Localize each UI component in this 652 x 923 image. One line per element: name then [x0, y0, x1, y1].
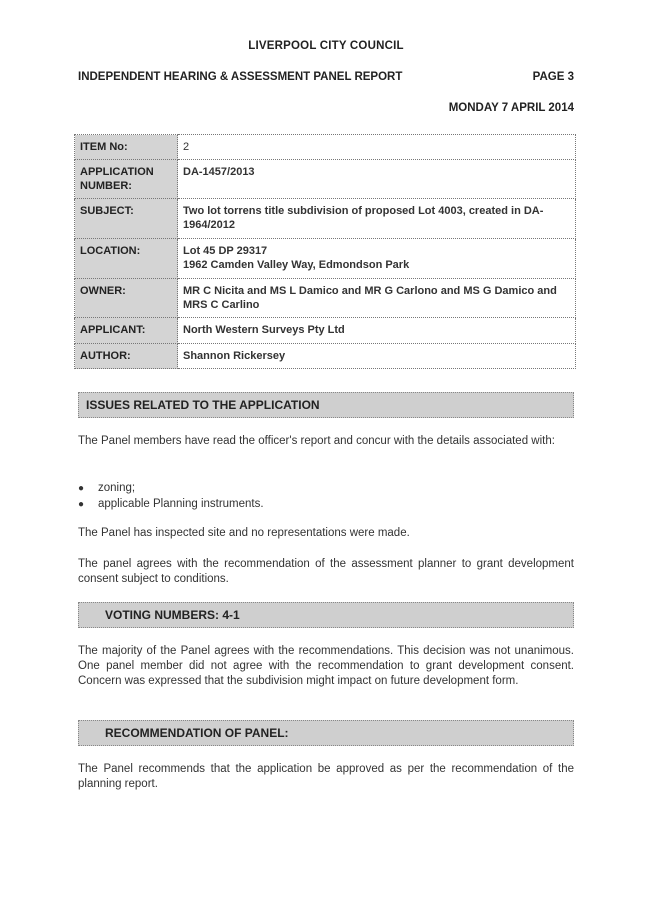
bullet-text: zoning;: [98, 482, 136, 494]
owner-value: MR C Nicita and MS L Damico and MR G Carlono and MS G Damico and MRS C Carlino: [178, 279, 576, 318]
owner-label: OWNER:: [75, 279, 178, 318]
page-number: PAGE 3: [532, 71, 574, 83]
item-label: ITEM No:: [75, 135, 178, 160]
meeting-date: MONDAY 7 APRIL 2014: [448, 102, 574, 114]
recommendation-heading: RECOMMENDATION OF PANEL:: [78, 720, 574, 746]
info-row-author: [75, 344, 576, 369]
item-value: 2: [178, 135, 576, 160]
bullet-icon: ●: [78, 499, 85, 510]
report-title: INDEPENDENT HEARING & ASSESSMENT PANEL REPORT: [78, 71, 403, 83]
info-row-applicant: [75, 318, 576, 344]
recommendation-text: The Panel recommends that the application be approved as per the recommendation of the planning report.: [78, 763, 574, 790]
info-row-application: [75, 160, 576, 199]
panel-agreement-text: The panel agrees with the recommendation of the assessment planner to grant development consent subject to conditions.: [78, 558, 574, 585]
application-value: DA-1457/2013: [178, 160, 576, 199]
site-inspection-text: The Panel has inspected site and no representations were made.: [78, 527, 410, 539]
application-label: APPLICATION NUMBER:: [75, 160, 178, 199]
bullet-text: applicable Planning instruments.: [98, 498, 264, 510]
issues-bullet-list: [78, 481, 264, 513]
info-row-subject: [75, 199, 576, 239]
voting-text: The majority of the Panel agrees with the recommendations. This decision was not unanimous. One panel member did not agree with the recommendation to grant development consent. Concern was expressed that the subdivision might impact on future development form.: [78, 645, 574, 687]
subject-value: Two lot torrens title subdivision of proposed Lot 4003, created in DA-1964/2012: [178, 199, 576, 239]
list-item: [78, 497, 264, 512]
issues-intro: The Panel members have read the officer's report and concur with the details associated with:: [78, 435, 555, 447]
applicant-value: North Western Surveys Pty Ltd: [178, 318, 576, 344]
issues-heading: ISSUES RELATED TO THE APPLICATION: [78, 392, 574, 418]
voting-heading: VOTING NUMBERS: 4-1: [78, 602, 574, 628]
location-value: [178, 239, 576, 279]
applicant-label: APPLICANT:: [75, 318, 178, 344]
list-item: [78, 481, 264, 496]
author-value: Shannon Rickersey: [178, 344, 576, 369]
location-line-2: 1962 Camden Valley Way, Edmondson Park: [183, 259, 410, 271]
council-name: LIVERPOOL CITY COUNCIL: [248, 40, 404, 52]
report-title-row: [78, 71, 574, 83]
author-label: AUTHOR:: [75, 344, 178, 369]
subject-label: SUBJECT:: [75, 199, 178, 239]
info-row-location: [75, 239, 576, 279]
bullet-icon: ●: [78, 483, 85, 494]
application-info-table: [74, 134, 576, 369]
info-row-owner: [75, 279, 576, 318]
location-label: LOCATION:: [75, 239, 178, 279]
location-line-1: Lot 45 DP 29317: [183, 245, 268, 257]
info-row-item: [75, 135, 576, 160]
